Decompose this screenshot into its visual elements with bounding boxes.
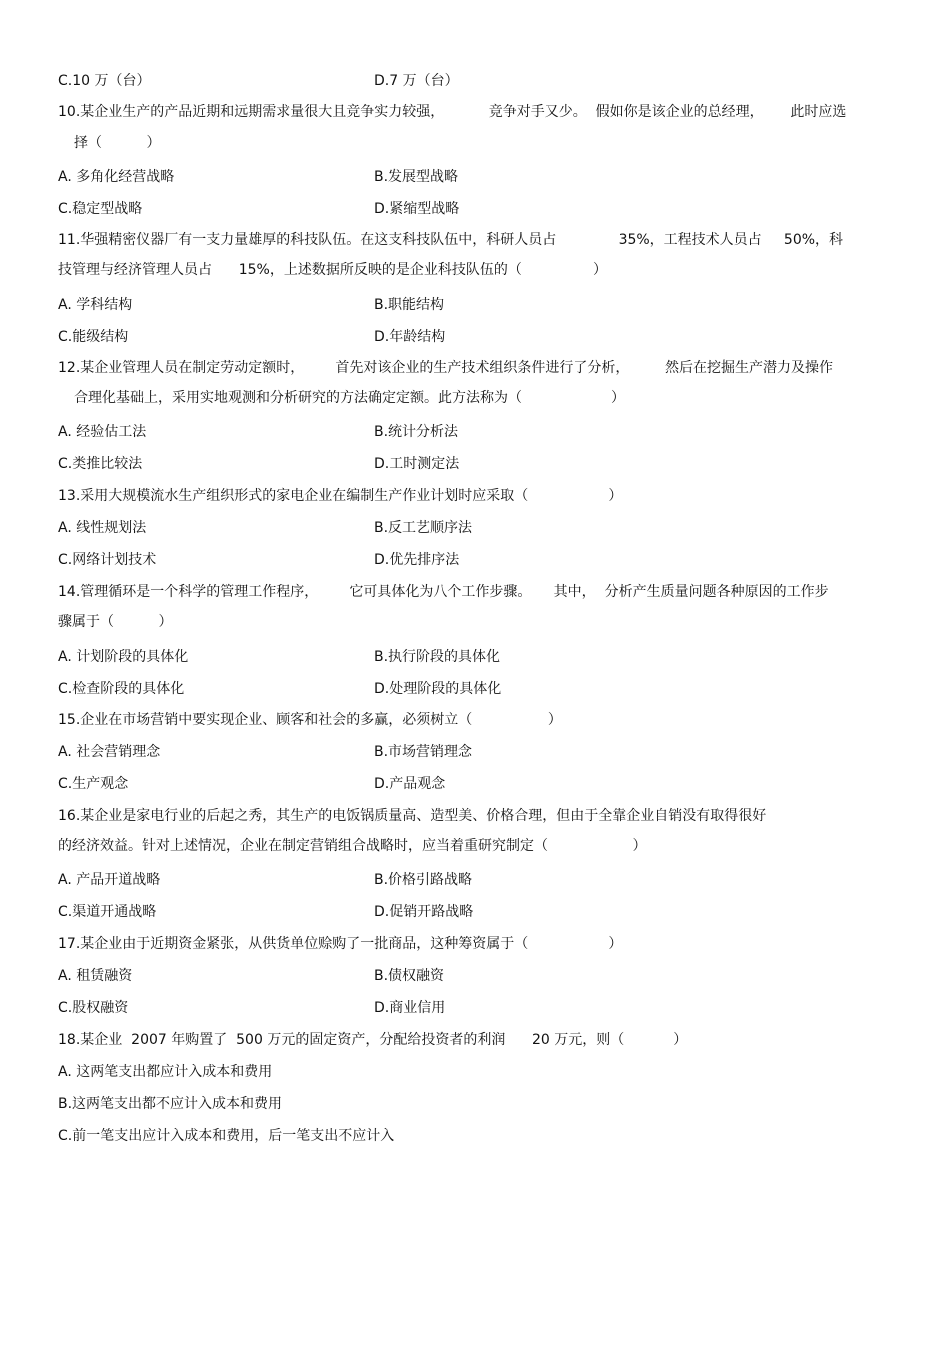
- option-a: A. 计划阶段的具体化: [58, 649, 189, 665]
- option-c: C.前一笔支出应计入成本和费用，后一笔支出不应计入: [58, 1128, 395, 1144]
- option-c: C.股权融资: [58, 1000, 129, 1016]
- question-13: 13.采用大规模流水生产组织形式的家电企业在编制生产作业计划时应采取（ ）: [58, 488, 623, 504]
- question-10: 10.某企业生产的产品近期和远期需求量很大且竞争实力较强， 竞争对手又少。 假如你是该企业的总经理， 此时应选: [58, 104, 847, 120]
- question-12: 12.某企业管理人员在制定劳动定额时， 首先对该企业的生产技术组织条件进行了分析， 然后在挖掘生产潜力及操作: [58, 360, 834, 376]
- question-16: 16.某企业是家电行业的后起之秀，其生产的电饭锅质量高、造型美、价格合理，但由于全靠企业自销没有取得很好: [58, 808, 767, 824]
- option-a: A. 学科结构: [58, 297, 133, 313]
- option-c: C.能级结构: [58, 329, 129, 345]
- option-c: C.网络计划技术: [58, 552, 157, 568]
- question-17: 17.某企业由于近期资金紧张，从供货单位赊购了一批商品，这种筹资属于（ ）: [58, 936, 623, 952]
- option-a: A. 租赁融资: [58, 968, 133, 984]
- option-a: A. 多角化经营战略: [58, 169, 175, 185]
- question-15: 15.企业在市场营销中要实现企业、顾客和社会的多赢，必须树立（ ）: [58, 712, 562, 728]
- option-c: C.稳定型战略: [58, 201, 143, 217]
- option-b: B.债权融资: [374, 968, 445, 984]
- option-d: D.处理阶段的具体化: [374, 681, 502, 697]
- option-d: D.7 万（台）: [374, 73, 459, 89]
- option-b: B.发展型战略: [374, 169, 459, 185]
- question-10-continued: 择（ ）: [74, 135, 161, 151]
- option-a: A. 线性规划法: [58, 520, 147, 536]
- option-b: B.统计分析法: [374, 424, 459, 440]
- option-c: C.10 万（台）: [58, 73, 151, 89]
- option-a: A. 社会营销理念: [58, 744, 161, 760]
- option-d: D.年龄结构: [374, 329, 446, 345]
- question-12-continued: 合理化基础上，采用实地观测和分析研究的方法确定定额。此方法称为（ ）: [74, 390, 626, 406]
- option-b: B.反工艺顺序法: [374, 520, 473, 536]
- option-d: D.优先排序法: [374, 552, 460, 568]
- option-d: D.工时测定法: [374, 456, 460, 472]
- option-b: B.价格引路战略: [374, 872, 473, 888]
- option-c: C.渠道开通战略: [58, 904, 157, 920]
- option-a: A. 产品开道战略: [58, 872, 161, 888]
- question-16-continued: 的经济效益。针对上述情况，企业在制定营销组合战略时，应当着重研究制定（ ）: [58, 838, 647, 854]
- option-d: D.紧缩型战略: [374, 201, 460, 217]
- option-a: A. 经验估工法: [58, 424, 147, 440]
- question-11-continued: 技管理与经济管理人员占 15%，上述数据所反映的是企业科技队伍的（ ）: [58, 262, 608, 278]
- option-d: D.商业信用: [374, 1000, 446, 1016]
- option-c: C.类推比较法: [58, 456, 143, 472]
- option-b: B.市场营销理念: [374, 744, 473, 760]
- option-d: D.促销开路战略: [374, 904, 474, 920]
- option-c: C.生产观念: [58, 776, 129, 792]
- question-11: 11.华强精密仪器厂有一支力量雄厚的科技队伍。在这支科技队伍中，科研人员占 35%，工程技术人员占 50%，科: [58, 232, 844, 248]
- option-c: C.检查阶段的具体化: [58, 681, 185, 697]
- option-b: B.执行阶段的具体化: [374, 649, 501, 665]
- option-b: B.这两笔支出都不应计入成本和费用: [58, 1096, 283, 1112]
- question-14: 14.管理循环是一个科学的管理工作程序， 它可具体化为八个工作步骤。 其中， 分析产生质量问题各种原因的工作步: [58, 584, 829, 600]
- option-a: A. 这两笔支出都应计入成本和费用: [58, 1064, 273, 1080]
- option-b: B.职能结构: [374, 297, 445, 313]
- option-d: D.产品观念: [374, 776, 446, 792]
- question-18: 18.某企业 2007 年购置了 500 万元的固定资产，分配给投资者的利润 20 万元，则（ ）: [58, 1032, 688, 1048]
- question-14-continued: 骤属于（ ）: [58, 614, 173, 630]
